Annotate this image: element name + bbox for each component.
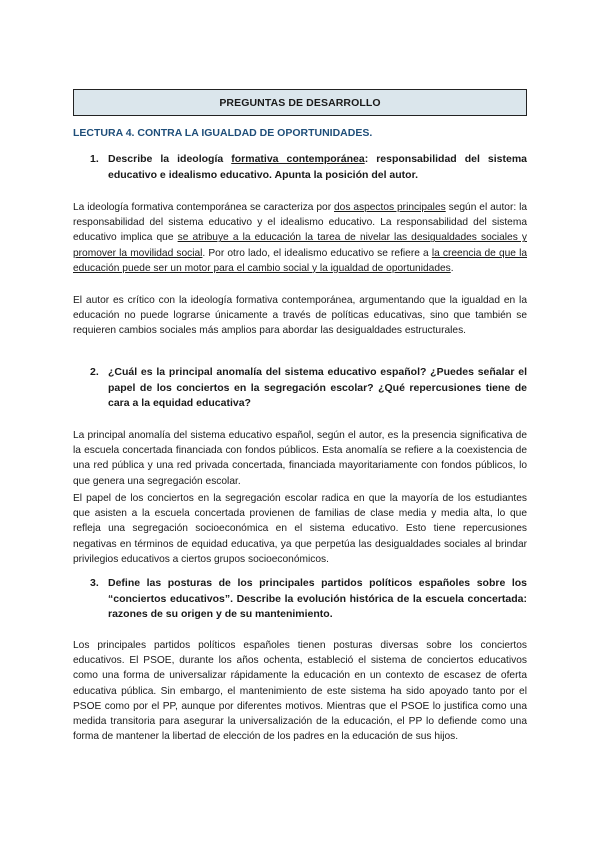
question-text-part: Describe la ideología bbox=[108, 153, 232, 165]
underlined-phrase: se atribuye a la educación la tarea de nivelar las desigualdades sociales y promover la movilidad social bbox=[73, 232, 527, 259]
question-2 bbox=[90, 365, 527, 412]
question-1 bbox=[90, 152, 527, 183]
text-run: La ideología formativa contemporánea se caracteriza por bbox=[73, 202, 334, 213]
question-text-part: : responsabilidad del sistema educativo e idealismo educativo. Apunta la posición del autor. bbox=[108, 153, 528, 181]
question-number: 3. bbox=[90, 577, 99, 589]
text-run: según el autor: la responsabilidad del sistema educativo y el idealismo educativo. La responsabilidad del sistema educativo implica que bbox=[73, 202, 527, 244]
question-text: ¿Cuál es la principal anomalía del sistema educativo español? ¿Puedes señalar el papel de los conciertos en la segregación escolar? ¿Qué repercusiones tiene de cara a la equidad educativa? bbox=[108, 366, 527, 409]
underlined-phrase: la creencia de que la educación puede ser un motor para el cambio social y la igualdad de oportunidades bbox=[73, 247, 528, 274]
question-3 bbox=[90, 576, 527, 623]
underlined-term: formativa contemporánea bbox=[231, 153, 365, 165]
question-text bbox=[108, 152, 527, 183]
question-number: 1. bbox=[90, 153, 99, 165]
answer-paragraph-2: El autor es crítico con la ideología formativa contemporánea, argumentando que la igualdad en la educación no puede lograrse únicamente a través de políticas educativas, sino que también se requieren cambios sociales más amplios para abordar las desigualdades estructurales. bbox=[73, 295, 527, 337]
section-banner: PREGUNTAS DE DESARROLLO bbox=[73, 89, 527, 116]
question-number: 2. bbox=[90, 366, 99, 378]
underlined-phrase: dos aspectos principales bbox=[334, 202, 446, 213]
answer-paragraph-3: La principal anomalía del sistema educativo español, según el autor, es la presencia significativa de la escuela concertada financiada con fondos públicos. Esta anomalía se refiere a la coexistencia de una red pública y una red privada concertada, financiada mayoritariamente con fondos públicos, lo que genera una segregación escolar. bbox=[73, 430, 527, 487]
answer-paragraph-5: Los principales partidos políticos españoles tienen posturas diversas sobre los conciertos educativos. El PSOE, durante los años ochenta, estableció el sistema de conciertos educativos como una forma de universalizar rápidamente la educación en un contexto de escasez de oferta educativa pública. Sin embargo, el mantenimiento de este sistema ha sido apoyado tanto por el PSOE como por el PP, aunque por diferentes motivos. Mientras que el PSOE lo justifica como una medida transitoria para asegurar la universalización de la educación, el PP lo defiende como una forma de mantener la libertad de elección de los padres en la educación de sus hijos. bbox=[73, 640, 527, 743]
answer-paragraph-1 bbox=[73, 200, 527, 276]
answer-paragraph-4: El papel de los conciertos en la segregación escolar radica en que la mayoría de los estudiantes que asisten a la escuela concertada provienen de familias de clase media y media alta, lo que refleja una segregación socioeconómica en el sistema educativo. Esto tiene repercusiones negativas en términos de equidad educativa, ya que perpetúa las desigualdades sociales al brindar privilegios educativos a ciertos grupos socioeconómicos. bbox=[73, 493, 527, 565]
reading-heading: LECTURA 4. CONTRA LA IGUALDAD DE OPORTUNIDADES. bbox=[73, 127, 373, 139]
text-run: . bbox=[450, 262, 454, 274]
text-run: . Por otro lado, el idealismo educativo se refiere a bbox=[202, 247, 432, 259]
question-text: Define las posturas de los principales partidos políticos españoles sobre los “conciertos educativos”. Describe la evolución histórica de la escuela concertada: razones de su origen y de su mantenimiento. bbox=[108, 577, 527, 620]
